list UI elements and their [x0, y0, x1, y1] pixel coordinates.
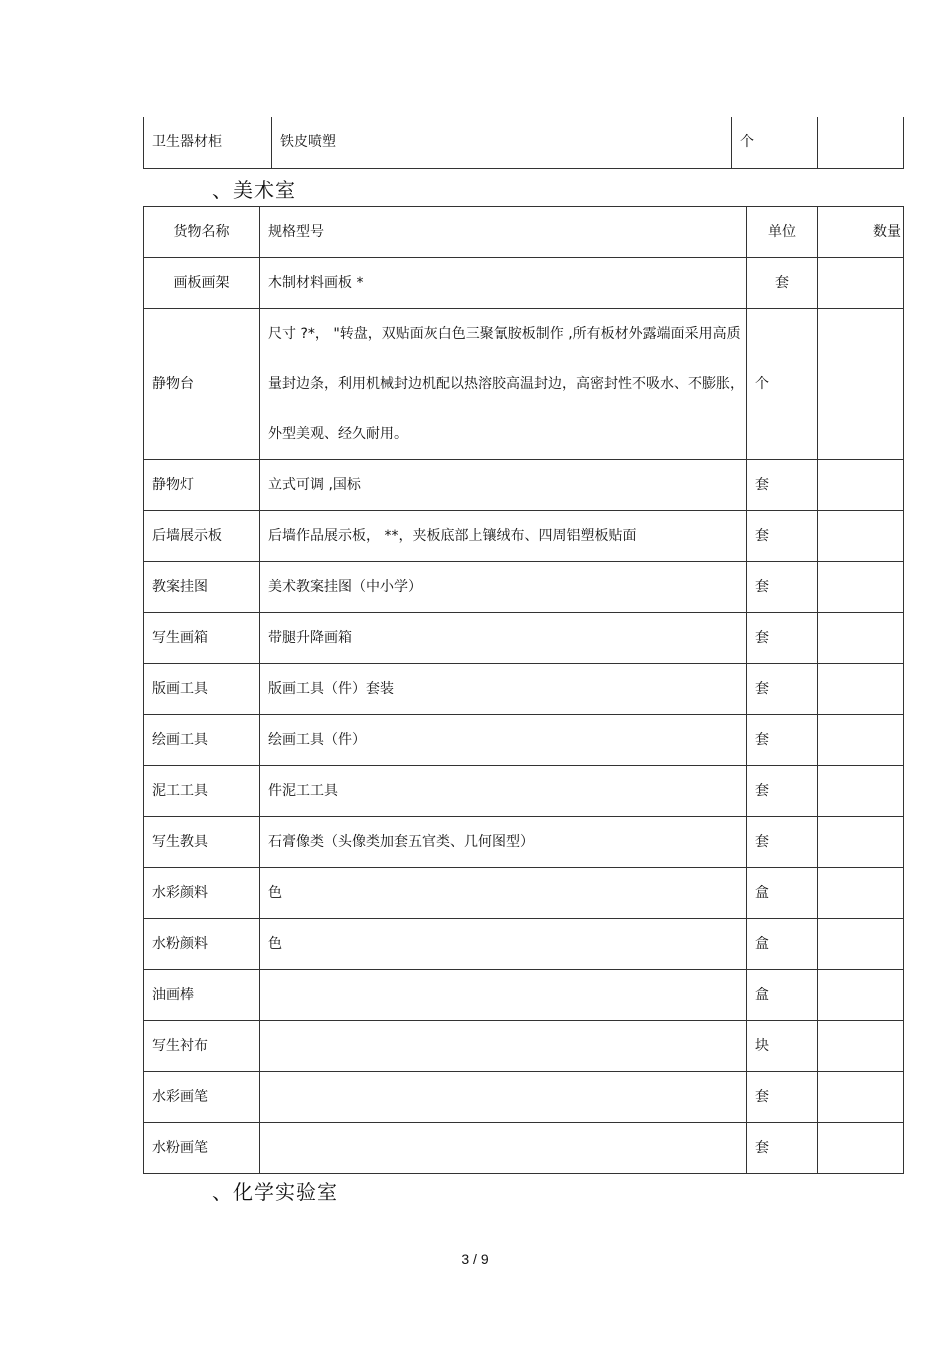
item-spec-cell: 版画工具（件）套装: [260, 664, 747, 715]
table-row: [144, 1021, 904, 1072]
item-name-cell: 水彩画笔: [144, 1072, 260, 1123]
item-spec-cell: 色: [260, 868, 747, 919]
art-room-heading: 、美术室: [212, 178, 296, 202]
table-row: [144, 970, 904, 1021]
item-name-cell: 水粉颜料: [144, 919, 260, 970]
item-unit-cell: 套: [747, 1123, 818, 1174]
item-name-cell: 绘画工具: [144, 715, 260, 766]
table-row: [144, 1072, 904, 1123]
item-qty-cell: [818, 309, 904, 460]
table-row: [144, 258, 904, 309]
item-qty-cell: [818, 868, 904, 919]
item-unit-cell: 套: [747, 817, 818, 868]
item-unit-cell: 套: [747, 460, 818, 511]
item-spec-cell: 带腿升降画箱: [260, 613, 747, 664]
item-name-cell: 写生衬布: [144, 1021, 260, 1072]
page-number: 3 / 9: [461, 1251, 489, 1267]
item-spec-cell: 木制材料画板 *: [260, 258, 747, 309]
header-spec: 规格型号: [260, 207, 747, 258]
item-qty-cell: [818, 970, 904, 1021]
item-qty-cell: [818, 613, 904, 664]
item-unit-cell: 套: [747, 715, 818, 766]
item-unit-cell: 套: [747, 664, 818, 715]
item-spec-cell: 尺寸 ?*， "转盘，双贴面灰白色三聚氰胺板制作 ,所有板材外露端面采用高质量封边条，利用机械封边机配以热溶胶高温封边，高密封性不吸水、不膨胀，外型美观、经久耐用。: [260, 309, 747, 460]
header-unit: 单位: [747, 207, 818, 258]
item-spec-cell: [260, 1021, 747, 1072]
item-qty-cell: [818, 1072, 904, 1123]
item-name-cell: 画板画架: [144, 258, 260, 309]
item-spec-cell: 铁皮喷塑: [272, 117, 732, 168]
item-unit-cell: 盒: [747, 919, 818, 970]
item-qty-cell: [818, 766, 904, 817]
table-row: [144, 868, 904, 919]
table-row: [144, 117, 904, 168]
item-name-cell: 卫生器材柜: [144, 117, 272, 168]
table-row: [144, 613, 904, 664]
item-qty-cell: [818, 664, 904, 715]
header-name: 货物名称: [144, 207, 260, 258]
item-qty-cell: [818, 919, 904, 970]
item-name-cell: 静物台: [144, 309, 260, 460]
item-name-cell: 写生教具: [144, 817, 260, 868]
table-row: [144, 511, 904, 562]
item-unit-cell: 个: [747, 309, 818, 460]
item-name-cell: 泥工工具: [144, 766, 260, 817]
item-unit-cell: 盒: [747, 970, 818, 1021]
item-qty-cell: [818, 817, 904, 868]
item-unit-cell: 盒: [747, 868, 818, 919]
table-row: [144, 919, 904, 970]
item-name-cell: 写生画箱: [144, 613, 260, 664]
table-row: [144, 766, 904, 817]
item-spec-cell: 石膏像类（头像类加套五官类、几何图型）: [260, 817, 747, 868]
item-spec-cell: 美术教案挂图（中小学）: [260, 562, 747, 613]
table-row: [144, 664, 904, 715]
item-name-cell: 版画工具: [144, 664, 260, 715]
item-name-cell: 静物灯: [144, 460, 260, 511]
table-row: [144, 817, 904, 868]
item-unit-cell: 套: [747, 1072, 818, 1123]
table-row: [144, 460, 904, 511]
item-qty-cell: [818, 258, 904, 309]
item-qty-cell: [818, 117, 904, 168]
item-qty-cell: [818, 1021, 904, 1072]
item-unit-cell: 套: [747, 613, 818, 664]
table-row: [144, 309, 904, 460]
item-qty-cell: [818, 562, 904, 613]
item-name-cell: 油画棒: [144, 970, 260, 1021]
item-unit-cell: 块: [747, 1021, 818, 1072]
item-unit-cell: 套: [747, 258, 818, 309]
art-room-equipment-table: [143, 206, 904, 1174]
item-unit-cell: 套: [747, 766, 818, 817]
item-unit-cell: 套: [747, 511, 818, 562]
item-qty-cell: [818, 715, 904, 766]
previous-equipment-table: [143, 117, 904, 169]
table-header-row: [144, 207, 904, 258]
item-spec-cell: [260, 1123, 747, 1174]
item-spec-cell: 后墙作品展示板， **，夹板底部上镶绒布、四周铝塑板贴面: [260, 511, 747, 562]
item-spec-cell: [260, 970, 747, 1021]
item-name-cell: 水彩颜料: [144, 868, 260, 919]
item-spec-cell: 立式可调 ,国标: [260, 460, 747, 511]
item-qty-cell: [818, 511, 904, 562]
chemistry-lab-heading: 、化学实验室: [212, 1180, 338, 1204]
item-name-cell: 后墙展示板: [144, 511, 260, 562]
item-name-cell: 教案挂图: [144, 562, 260, 613]
item-qty-cell: [818, 1123, 904, 1174]
header-qty: 数量: [818, 207, 904, 258]
table-row: [144, 1123, 904, 1174]
item-spec-cell: 绘画工具（件）: [260, 715, 747, 766]
item-name-cell: 水粉画笔: [144, 1123, 260, 1174]
item-spec-cell: 色: [260, 919, 747, 970]
table-row: [144, 715, 904, 766]
table-row: [144, 562, 904, 613]
item-qty-cell: [818, 460, 904, 511]
item-spec-cell: 件泥工工具: [260, 766, 747, 817]
item-unit-cell: 个: [732, 117, 818, 168]
item-spec-cell: [260, 1072, 747, 1123]
item-unit-cell: 套: [747, 562, 818, 613]
